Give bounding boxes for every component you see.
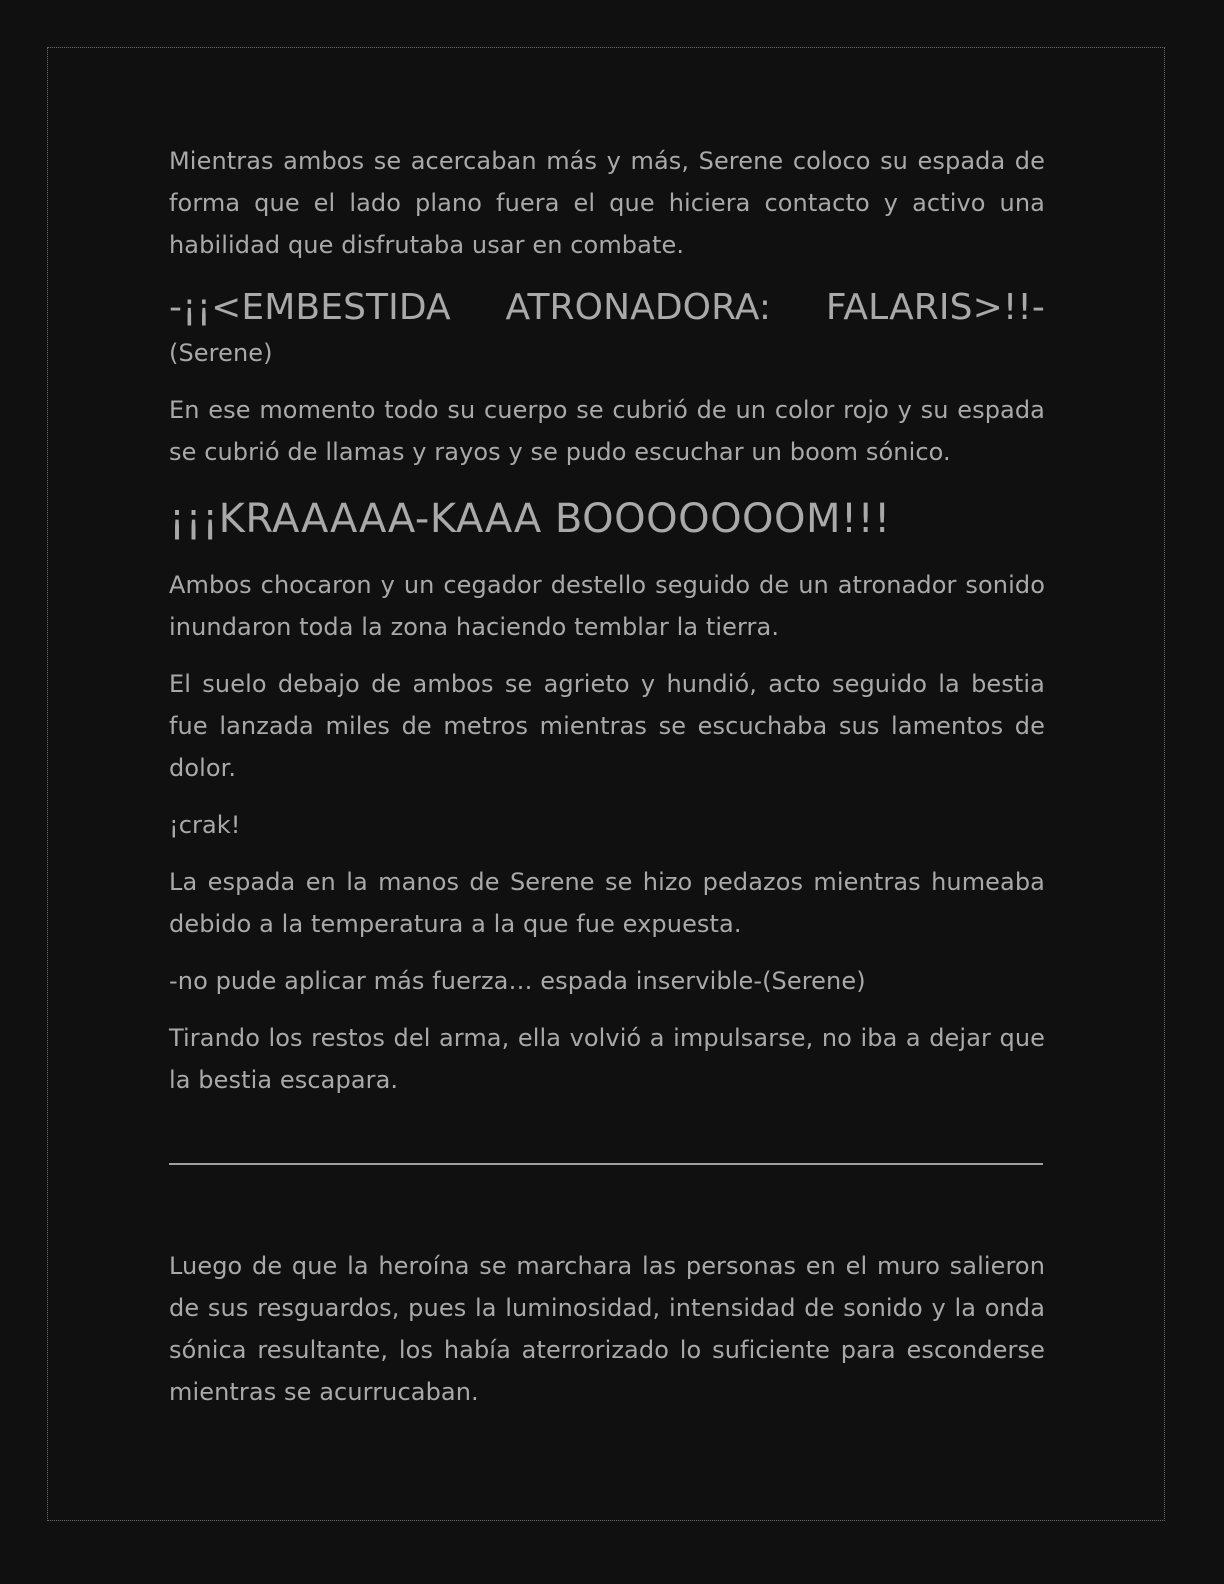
document-body bbox=[169, 140, 1045, 1413]
paragraph-crak: ¡crak! bbox=[169, 811, 241, 839]
paragraph-pursuit: Tirando los restos del arma, ella volvió a impulsarse, no iba a dejar que la bestia escapara. bbox=[169, 1024, 1045, 1094]
sound-effect: ¡¡¡KRAAAAA-KAAA BOOOOOOOM!!! bbox=[169, 496, 891, 542]
paragraph-aftermath: Luego de que la heroína se marchara las personas en el muro salieron de sus resguardos, pues la luminosidad, intensidad de sonido y la onda sónica resultante, los había aterrorizado lo suficiente para esconderse mientras se acurrucaban. bbox=[169, 1252, 1045, 1406]
paragraph-sword-breaks: La espada en la manos de Serene se hizo pedazos mientras humeaba debido a la temperatura a la que fue expuesta. bbox=[169, 868, 1045, 938]
skill-speaker: (Serene) bbox=[169, 339, 273, 367]
paragraph-ground: El suelo debajo de ambos se agrieto y hundió, acto seguido la bestia fue lanzada miles de metros mientras se escuchaba sus lamentos de dolor. bbox=[169, 670, 1045, 782]
paragraph-body-cover: En ese momento todo su cuerpo se cubrió de un color rojo y su espada se cubrió de llamas y rayos y se pudo escuchar un boom sónico. bbox=[169, 396, 1045, 466]
section-divider bbox=[169, 1163, 1043, 1165]
paragraph-approach: Mientras ambos se acercaban más y más, Serene coloco su espada de forma que el lado plano fuera el que hiciera contacto y activo una habilidad que disfrutaba usar en combate. bbox=[169, 147, 1045, 259]
paragraph-clash: Ambos chocaron y un cegador destello seguido de un atronador sonido inundaron toda la zona haciendo temblar la tierra. bbox=[169, 571, 1045, 641]
paragraph-dialogue: -no pude aplicar más fuerza… espada inservible-(Serene) bbox=[169, 967, 866, 995]
skill-shout: -¡¡<EMBESTIDA ATRONADORA: FALARIS>!!- bbox=[169, 287, 1045, 328]
